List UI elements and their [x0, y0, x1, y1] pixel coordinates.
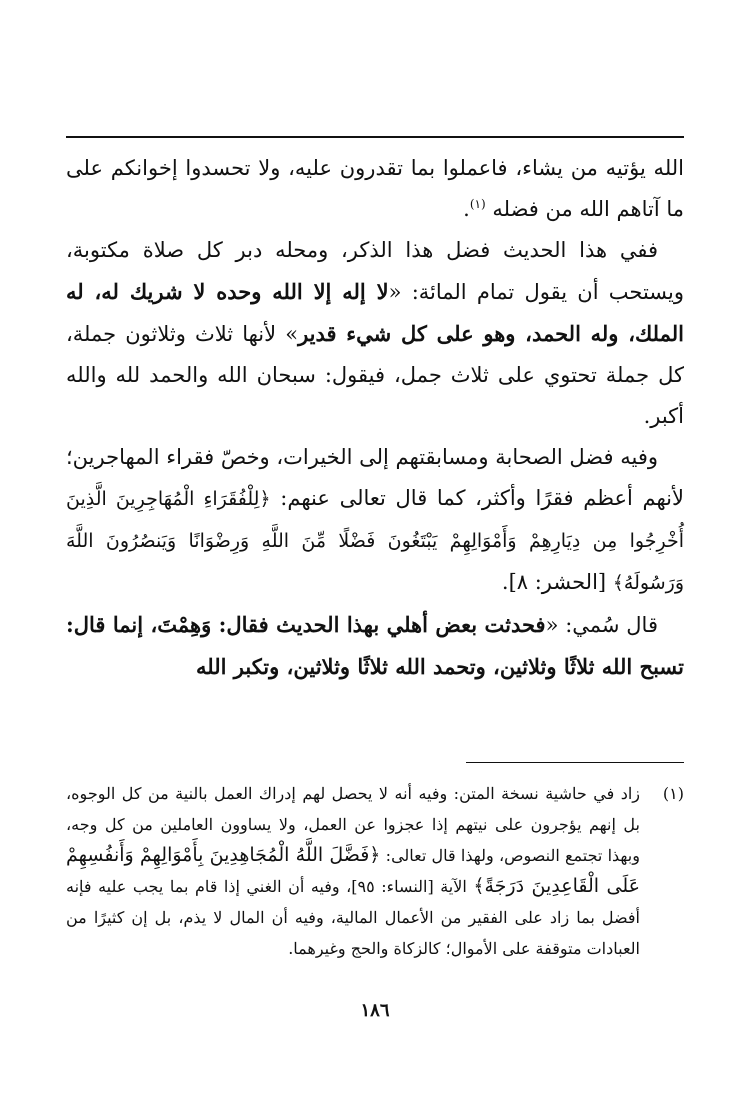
paragraph-2 — [66, 230, 684, 437]
footnote-number: (١) — [662, 784, 684, 803]
paragraph-3 — [66, 437, 684, 604]
main-text — [66, 148, 684, 688]
footnote-body — [66, 778, 640, 964]
paragraph-2-dhikr: لا إله إلا الله وحده لا شريك له، له الملك، وله الحمد، وهو على كل شيء قدير — [66, 279, 684, 346]
footnote-rule — [466, 762, 684, 763]
paragraph-3-quran: ﴿لِلْفُقَرَاءِ الْمُهَاجِرِينَ الَّذِينَ أُخْرِجُوا مِن دِيَارِهِمْ وَأَمْوَالِهِمْ يَبْتَغُونَ فَضْلًا مِّنَ اللَّهِ وَرِضْوَانًا وَيَنصُرُونَ اللَّهَ وَرَسُولَهُ﴾ — [66, 488, 684, 594]
paragraph-3-citation: [الحشر: ٨]. — [501, 570, 607, 594]
paragraph-3-text-a: وفيه فضل الصحابة ومسابقتهم إلى الخيرات، وخصّ فقراء المهاجرين؛ لأنهم أعظم فقرًا وأكثر، كما قال تعالى عنهم: — [66, 445, 684, 510]
header-rule — [66, 136, 684, 138]
paragraph-4-text-a: قال سُمي: « — [545, 613, 658, 637]
page-number: ١٨٦ — [360, 1000, 390, 1021]
paragraph-2-text-a: ففي هذا الحديث فضل هذا الذكر، ومحله دبر كل صلاة مكتوبة، ويستحب أن يقول تمام المائة: « — [66, 238, 685, 304]
paragraph-1-text: الله يؤتيه من يشاء، فاعملوا بما تقدرون عليه، ولا تحسدوا إخوانكم على ما آتاهم الله من فضله — [66, 156, 684, 221]
paragraph-4 — [66, 604, 684, 688]
paragraph-4-narration: فحدثت بعض أهلي بهذا الحديث فقال: وَهِمْتَ، إنما قال: تسبح الله ثلاثًا وثلاثين، وتحمد الله ثلاثًا وثلاثين، وتكبر الله — [66, 612, 684, 679]
paragraph-2-text-b: » لأنها ثلاث وثلاثون جملة، كل جملة تحتوي على ثلاث جمل، فيقول: سبحان الله والحمد لله والله أكبر. — [66, 322, 684, 428]
paragraph-1 — [66, 148, 684, 230]
footnote-text-b: الآية [النساء: ٩٥]، وفيه أن الغني إذا قام بما يجب عليه فإنه أفضل بما زاد على الفقير من الأعمال المالية، وفيه أن المال لا يذم، بل إن كثيرًا من العبادات متوقفة على الأموال؛ كالزكاة والحج وغيرهما. — [66, 877, 640, 958]
footnote-quran: ﴿فَضَّلَ اللَّهُ الْمُجَاهِدِينَ بِأَمْوَالِهِمْ وَأَنفُسِهِمْ عَلَى الْقَاعِدِينَ دَرَجَةً﴾ — [66, 844, 640, 897]
footnote-ref: (١) — [469, 197, 486, 211]
footnote — [66, 778, 684, 964]
paragraph-1-end: . — [463, 197, 470, 221]
footnote-text-a: زاد في حاشية نسخة المتن: وفيه أنه لا يحصل لهم إدراك العمل بالنية من كل الوجوه، بل إنهم يؤجرون على نيتهم إذا عجزوا عن العمل، ولا يساوون العاملين من كل وجه، وبهذا تجتمع النصوص، ولهذا قال تعالى: — [66, 784, 640, 865]
